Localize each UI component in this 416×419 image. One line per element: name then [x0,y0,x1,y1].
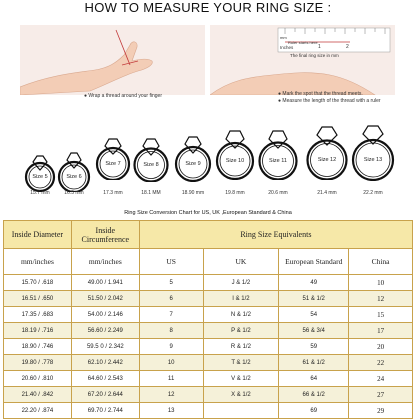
cell-uk: P & 1/2 [203,323,279,339]
cell-inside-diameter: 17.35 / .683 [4,307,72,323]
hand-thread-illustration [20,25,205,95]
cell-inside-diameter: 18.19 / .716 [4,323,72,339]
cell-us: 10 [139,355,203,371]
cell-european: 54 [279,307,349,323]
ring-mm-10: 19.8 mm [225,190,245,196]
cell-european: 64 [279,371,349,387]
cell-china: 20 [349,339,413,355]
right-caption-2: Measure the length of the thread with a ruler [282,98,381,104]
left-caption: ● Wrap a thread around your finger [84,93,162,99]
ruler-tick-2: 2 [346,44,349,50]
cell-china: 27 [349,387,413,403]
subheader-european: European Standard [279,249,349,275]
cell-uk: N & 1/2 [203,307,279,323]
cell-european: 66 & 1/2 [279,387,349,403]
cell-european: 61 & 1/2 [279,355,349,371]
cell-inside-circumference: 69.70 / 2.744 [71,403,139,419]
cell-inside-diameter: 20.60 / .810 [4,371,72,387]
cell-uk [203,403,279,419]
cell-inside-diameter: 18.90 / .746 [4,339,72,355]
cell-inside-diameter: 16.51 / .650 [4,291,72,307]
cell-china: 12 [349,291,413,307]
cell-inside-circumference: 56.60 / 2.249 [71,323,139,339]
cell-inside-diameter: 15.70 / .618 [4,275,72,291]
cell-inside-circumference: 67.20 / 2.644 [71,387,139,403]
subheader-us: US [139,249,203,275]
cell-inside-circumference: 49.00 / 1.941 [71,275,139,291]
header-ring-size-equivalents: Ring Size Equivalents [139,221,412,249]
cell-european: 51 & 1/2 [279,291,349,307]
subheader-uk: UK [203,249,279,275]
cell-us: 9 [139,339,203,355]
page-title: HOW TO MEASURE YOUR RING SIZE : [84,0,332,15]
cell-us: 12 [139,387,203,403]
ruler-thread-illustration [210,25,395,95]
cell-china: 29 [349,403,413,419]
final-size-label: The final ring size in mm [290,53,339,58]
ring-size-row: Size 5 Size 6 Size 7 Size 8 Size 9 Size 10 Size 11 Size 12 Size 13 [0,120,416,200]
ring-mm-13: 22.2 mm [363,190,383,196]
ruler-start-label: Ruler starts here [288,40,318,45]
ring-size-table [3,220,413,419]
cell-inside-circumference: 54.00 / 2.146 [71,307,139,323]
table-row [4,403,413,419]
ring-mm-8: 18.1 MM [141,190,161,196]
cell-uk: I & 1/2 [203,291,279,307]
cell-us: 7 [139,307,203,323]
cell-european: 56 & 3/4 [279,323,349,339]
cell-inside-circumference: 64.60 / 2.543 [71,371,139,387]
cell-china: 17 [349,323,413,339]
table-row [4,307,413,323]
table-row [4,371,413,387]
chart-title: Ring Size Conversion Chart for US, UK ,European Standard & China [124,210,292,216]
cell-us: 5 [139,275,203,291]
cell-inside-diameter: 19.80 / .778 [4,355,72,371]
cell-european: 69 [279,403,349,419]
ring-mm-7: 17.3 mm [103,190,123,196]
right-caption-1: Mark the spot that the thread meets. [282,91,363,97]
ruler-inches-label: Inches [280,45,294,50]
cell-uk: X & 1/2 [203,387,279,403]
ring-mm-11: 20.6 mm [268,190,288,196]
cell-us: 6 [139,291,203,307]
cell-inside-circumference: 62.10 / 2.442 [71,355,139,371]
cell-us: 13 [139,403,203,419]
cell-china: 22 [349,355,413,371]
cell-european: 59 [279,339,349,355]
cell-uk: T & 1/2 [203,355,279,371]
cell-inside-diameter: 21.40 / .842 [4,387,72,403]
header-inside-circumference: Inside Circumference [71,221,139,249]
table-row [4,339,413,355]
cell-us: 8 [139,323,203,339]
table-row [4,291,413,307]
subheader-china: China [349,249,413,275]
cell-china: 10 [349,275,413,291]
ring-mm-12: 21.4 mm [317,190,337,196]
cell-inside-circumference: 51.50 / 2.042 [71,291,139,307]
cell-uk: V & 1/2 [203,371,279,387]
cell-inside-diameter: 22.20 / .874 [4,403,72,419]
cell-us: 11 [139,371,203,387]
cell-uk: R & 1/2 [203,339,279,355]
table-row [4,355,413,371]
ruler-illustration-panel [210,25,395,95]
ruler-mm-label: mm [280,35,287,40]
header-inside-diameter: Inside Diameter [4,221,72,249]
cell-china: 24 [349,371,413,387]
cell-china: 15 [349,307,413,323]
right-captions: ● Mark the spot that the thread meets. ● Measure the length of the thread with a ruler [278,91,381,104]
finger-illustration-panel [20,25,205,95]
ring-mm-9: 18.90 mm [181,190,205,196]
ruler-tick-1: 1 [318,44,321,50]
table-row [4,323,413,339]
table-row [4,275,413,291]
table-row [4,387,413,403]
ring-mm-6: 16.5 mm [64,190,84,196]
subheader-mm-inches-diameter: mm/inches [4,249,72,275]
ring-mm-5: 15.7 mm [30,190,50,196]
cell-european: 49 [279,275,349,291]
cell-uk: J & 1/2 [203,275,279,291]
subheader-mm-inches-circumference: mm/inches [71,249,139,275]
cell-inside-circumference: 59.5 0 / 2.342 [71,339,139,355]
